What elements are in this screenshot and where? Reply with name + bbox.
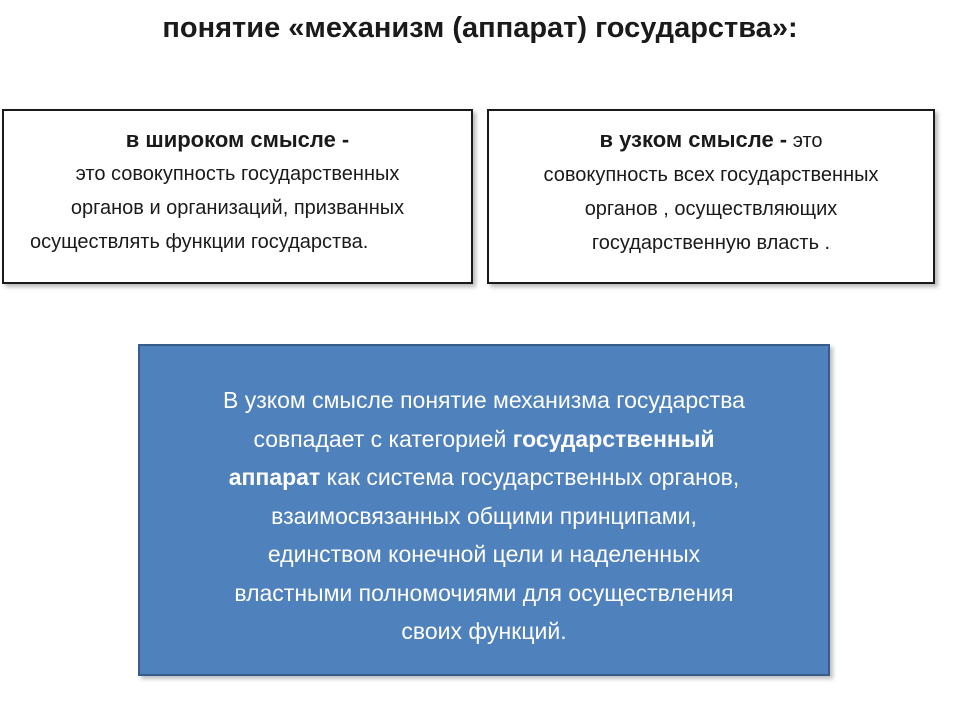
note-text: как система государственных органов, xyxy=(320,464,740,490)
narrow-sense-note xyxy=(138,344,830,676)
narrow-definition-heading: в узком смысле - xyxy=(599,127,788,152)
narrow-definition-box xyxy=(487,109,935,284)
narrow-definition-heading-tail: это xyxy=(787,130,823,152)
note-line xyxy=(140,458,828,497)
broad-definition-box xyxy=(2,109,473,284)
note-line: своих функций. xyxy=(401,618,567,644)
broad-definition-line: органов и организаций, призванных xyxy=(70,197,405,219)
note-term-part1: государственный xyxy=(512,425,715,452)
narrow-definition-heading-line xyxy=(495,123,927,158)
note-line: единством конечной цели и наделенных xyxy=(267,541,701,567)
note-line: В узком смысле понятие механизма государства xyxy=(223,387,745,413)
note-text: совпадает с категорией xyxy=(253,425,513,452)
broad-definition-line: осуществлять функции государства. xyxy=(30,231,369,253)
note-line: взаимосвязанных общими принципами, xyxy=(271,502,697,529)
note-line xyxy=(140,420,828,459)
broad-definition-line: это совокупность государственных xyxy=(75,163,400,185)
narrow-definition-line: государственную власть . xyxy=(591,232,831,254)
note-term-part2: аппарат xyxy=(228,464,321,490)
note-line: властными полномочиями для осуществления xyxy=(234,579,734,606)
broad-definition-heading: в широком смысле - xyxy=(125,127,350,152)
narrow-definition-line: совокупность всех государственных xyxy=(543,164,879,186)
page-title: понятие «механизм (аппарат) государства»: xyxy=(162,12,798,44)
narrow-definition-line: органов , осуществляющих xyxy=(584,198,838,220)
